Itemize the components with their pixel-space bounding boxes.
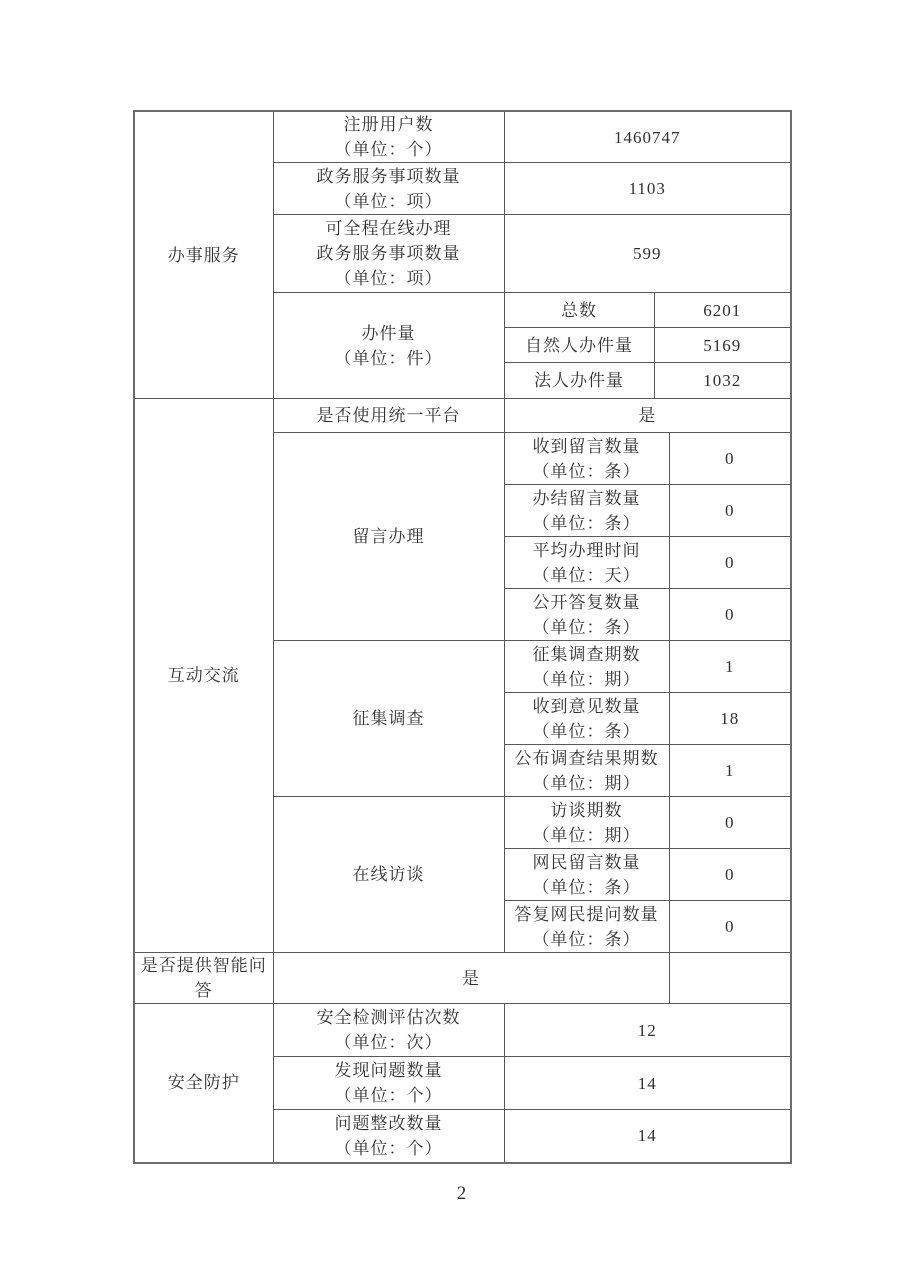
sub-metric-value-cell: 5169 — [654, 328, 791, 363]
metric-label-line2: 政务服务事项数量 — [316, 244, 461, 263]
sub-metric-label-cell — [504, 641, 669, 693]
category-label: 互动交流 — [167, 666, 240, 685]
metric-label: 访谈期数 — [550, 800, 623, 820]
statistics-table — [133, 110, 792, 1164]
group-label-cell-zaixianfangtan: 在线访谈 — [273, 797, 504, 953]
metric-unit: （单位：项） — [334, 191, 443, 211]
metric-label: 注册用户数 — [343, 115, 434, 134]
metric-label-cell: 是否使用统一平台 — [273, 399, 504, 433]
metric-label: 问题整改数量 — [334, 1113, 443, 1133]
category-label: 安全防护 — [167, 1073, 240, 1093]
sub-metric-label-cell: 自然人办件量 — [504, 328, 654, 363]
metric-unit: （单位：次） — [334, 1033, 443, 1052]
metric-unit: （单位：期） — [532, 825, 641, 845]
sub-metric-label-cell — [504, 693, 669, 745]
metric-label: 平均办理时间 — [532, 540, 641, 560]
metric-unit: （单位：条） — [532, 617, 641, 637]
sub-metric-value-cell: 1 — [669, 745, 791, 797]
metric-label-cell — [273, 1004, 504, 1057]
metric-unit: （单位：期） — [532, 773, 641, 793]
metric-value-cell: 599 — [504, 215, 791, 293]
metric-label: 收到留言数量 — [532, 436, 641, 456]
category-cell-anquanfanghu — [134, 1004, 273, 1163]
metric-label-cell — [273, 1110, 504, 1163]
sub-metric-value-cell: 18 — [669, 693, 791, 745]
sub-metric-value-cell: 0 — [669, 433, 791, 485]
sub-metric-label-cell — [504, 849, 669, 901]
category-cell-banshifuwu — [134, 111, 273, 399]
metric-value-cell: 14 — [504, 1110, 791, 1163]
metric-label-cell: 是否提供智能问答 — [134, 953, 273, 1004]
metric-value-cell: 12 — [504, 1004, 791, 1057]
sub-metric-value-cell: 1032 — [654, 363, 791, 399]
page-number: 2 — [456, 1183, 467, 1204]
table-row — [134, 399, 791, 433]
metric-unit: （单位：条） — [532, 513, 641, 533]
table-row — [134, 1004, 791, 1057]
metric-unit: （单位：条） — [532, 461, 641, 481]
metric-value-cell: 1103 — [504, 163, 791, 215]
group-label: 办件量 — [361, 323, 416, 343]
group-label-cell-zhengjidiaocha: 征集调查 — [273, 641, 504, 797]
metric-label-cell — [273, 163, 504, 215]
sub-metric-value-cell: 0 — [669, 849, 791, 901]
sub-metric-label-cell — [504, 537, 669, 589]
sub-metric-value-cell: 0 — [669, 485, 791, 537]
table-row — [134, 953, 791, 1004]
metric-unit: （单位：个） — [334, 1086, 443, 1105]
sub-metric-value-cell: 0 — [669, 797, 791, 849]
sub-metric-label-cell — [504, 901, 669, 953]
sub-metric-label-cell — [504, 745, 669, 797]
metric-label: 公开答复数量 — [532, 592, 641, 612]
category-cell-hudongjiaoliu — [134, 399, 273, 953]
metric-label-cell — [273, 215, 504, 293]
metric-label: 网民留言数量 — [532, 852, 641, 872]
metric-label: 答复网民提问数量 — [514, 904, 659, 924]
sub-metric-label-cell: 总数 — [504, 293, 654, 328]
metric-label-cell — [273, 111, 504, 163]
metric-label: 收到意见数量 — [532, 696, 641, 716]
metric-unit: （单位：个） — [334, 1138, 443, 1158]
sub-metric-label-cell: 法人办件量 — [504, 363, 654, 399]
metric-unit: （单位：条） — [532, 877, 641, 897]
metric-label: 发现问题数量 — [334, 1061, 443, 1080]
metric-label: 可全程在线办理 — [325, 219, 452, 238]
group-label-cell-liuyanbanli: 留言办理 — [273, 433, 504, 641]
sub-metric-value-cell: 0 — [669, 537, 791, 589]
metric-label: 安全检测评估次数 — [316, 1008, 461, 1027]
sub-metric-value-cell: 0 — [669, 901, 791, 953]
sub-metric-value-cell: 1 — [669, 641, 791, 693]
sub-metric-value-cell: 0 — [669, 589, 791, 641]
metric-value-cell: 是 — [504, 399, 791, 433]
metric-unit: （单位：个） — [334, 140, 443, 159]
metric-label: 政务服务事项数量 — [316, 166, 461, 186]
sub-metric-label-cell — [504, 589, 669, 641]
sub-metric-label-cell — [504, 433, 669, 485]
metric-unit: （单位：条） — [532, 929, 641, 949]
metric-label: 办结留言数量 — [532, 488, 641, 508]
metric-label: 公布调查结果期数 — [514, 748, 659, 768]
metric-unit: （单位：条） — [532, 721, 641, 741]
sub-metric-label-cell — [504, 797, 669, 849]
category-label: 办事服务 — [167, 245, 240, 265]
metric-value-cell: 14 — [504, 1057, 791, 1110]
metric-value-cell: 1460747 — [504, 111, 791, 163]
metric-unit: （单位：项） — [334, 269, 443, 288]
group-label-cell-banjianliang — [273, 293, 504, 399]
metric-label: 征集调查期数 — [532, 644, 641, 664]
table-row — [134, 111, 791, 163]
metric-label-cell — [273, 1057, 504, 1110]
sub-metric-label-cell — [504, 485, 669, 537]
metric-unit: （单位：期） — [532, 669, 641, 689]
metric-unit: （单位：天） — [532, 565, 641, 585]
metric-value-cell: 是 — [273, 953, 669, 1004]
sub-metric-value-cell: 6201 — [654, 293, 791, 328]
group-unit: （单位：件） — [334, 348, 443, 368]
